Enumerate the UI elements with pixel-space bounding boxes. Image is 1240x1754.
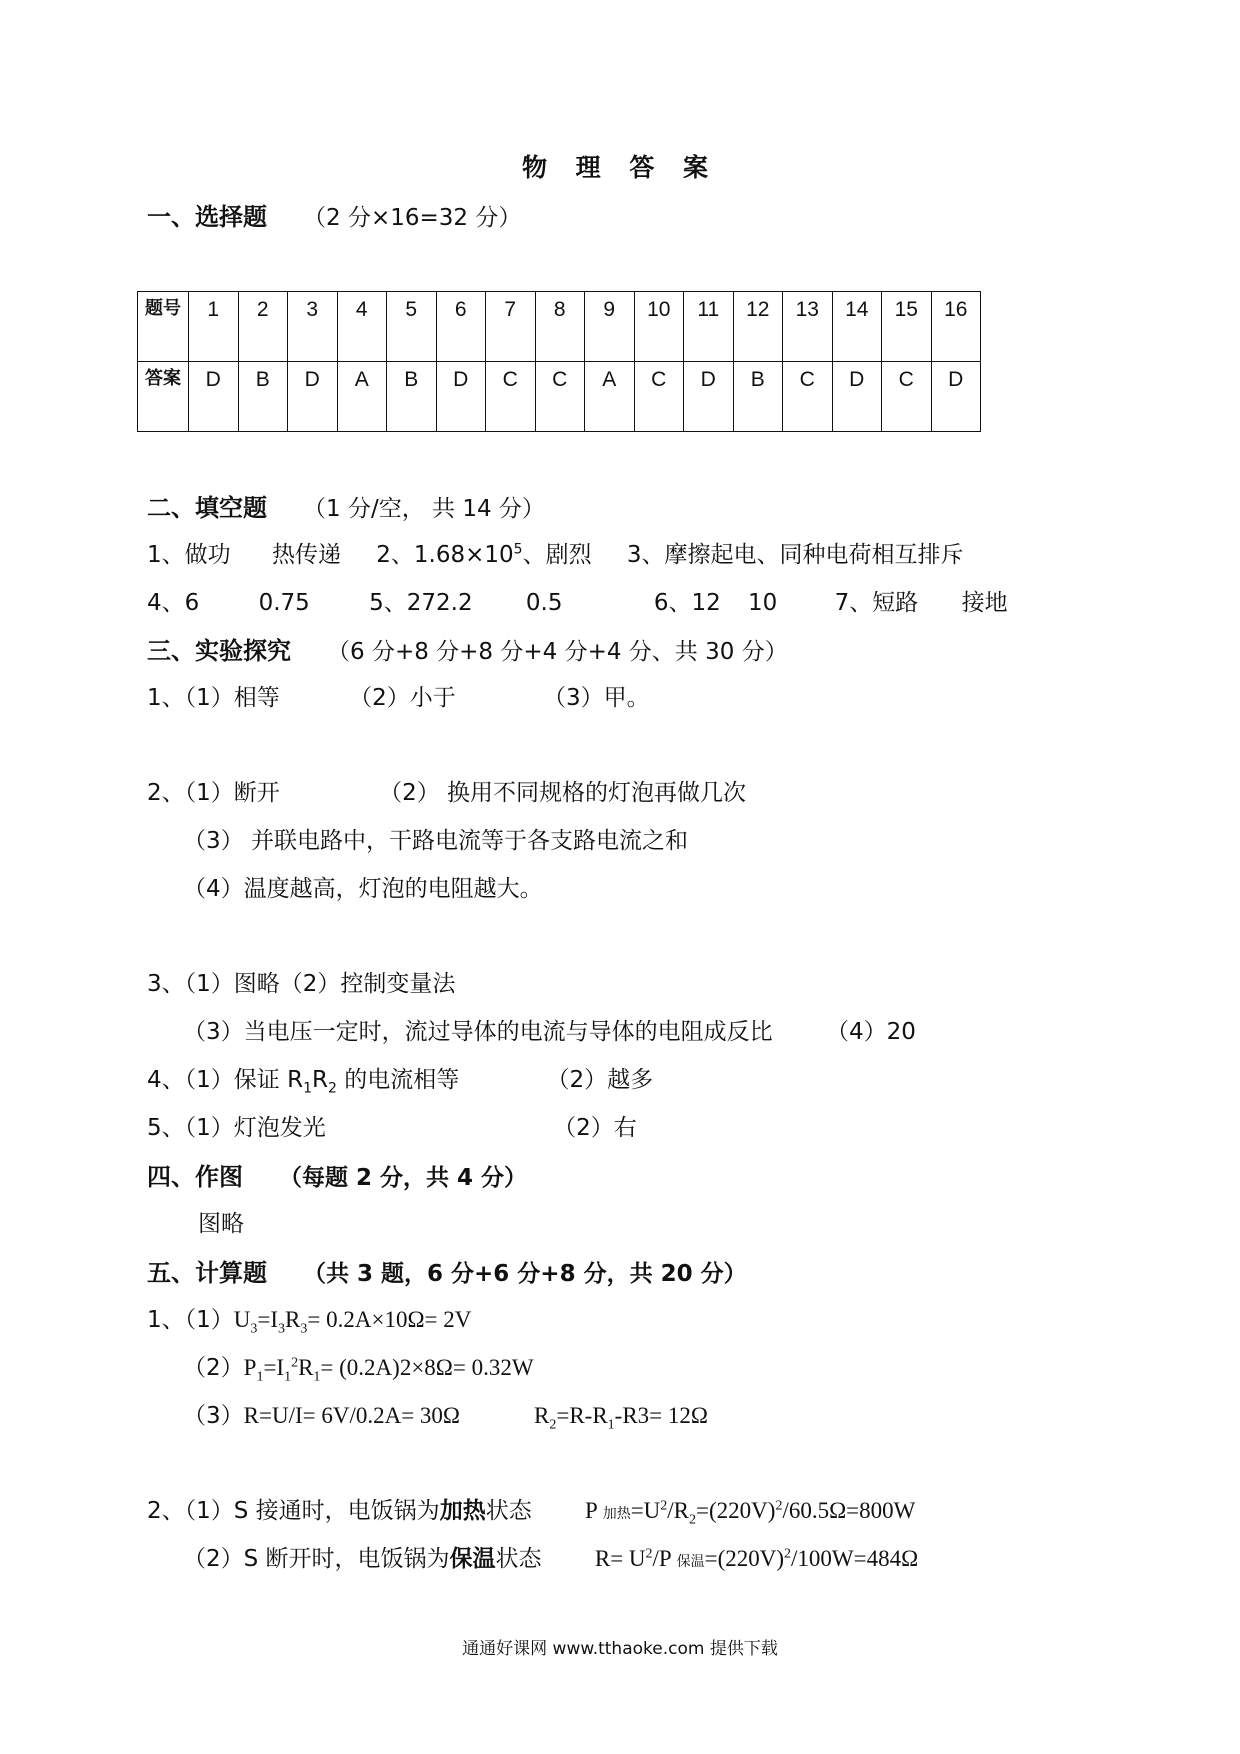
fill-7b: 接地 [961,590,1008,616]
exp-q2a: 2、（1）断开 [147,780,280,806]
table-row-answers [138,362,981,432]
formula-part: -R3= 12Ω [614,1403,708,1428]
formula-part: /P [652,1546,677,1571]
answer-cell: A [585,362,635,432]
calc-2-line2 [183,1540,918,1573]
question-number-cell: 5 [387,292,437,362]
exp-q3b: （3）当电压一定时，流过导体的电流与导体的电阻成反比 [183,1019,773,1045]
exp-q3-line2 [183,1013,916,1046]
calc-2-heating: 加热 [439,1498,486,1524]
question-number-cell: 3 [288,292,338,362]
calc-2-line1 [147,1492,915,1529]
section-4-title: 四、作图 [147,1163,243,1191]
question-number-cell: 8 [535,292,585,362]
fill-6a: 6、12 [653,590,721,616]
calc-2-formula-2 [595,1546,918,1571]
calc-1-line3 [183,1397,708,1434]
exp-q3c: （4）20 [825,1019,916,1045]
section-2-heading [147,488,545,523]
drawing-answer: 图略 [198,1211,244,1237]
section-1-title: 一、选择题 [147,203,267,231]
section-4-note: （每题 2 分，共 4 分） [279,1165,528,1191]
answer-cell: D [189,362,239,432]
calc-1-formula-1 [233,1307,472,1337]
formula-part: =(220V) [696,1498,776,1523]
exp-q4-sub1: 1 [303,1080,312,1097]
exp-q4-rest: 的电流相等 [336,1067,460,1093]
answer-cell: D [832,362,882,432]
exp-q1b: （2）小于 [349,685,456,711]
answer-cell: C [634,362,684,432]
footer-text: 通通好课网 www.tthaoke.com 提供下载 [462,1639,778,1659]
exp-q4b: （2）越多 [546,1067,654,1093]
formula-part: 加热 [602,1507,631,1522]
formula-part: =I [257,1307,279,1332]
calc-1-formula-3a: R=U/I= 6V/0.2A= 30Ω [243,1403,461,1428]
question-number-cell: 11 [684,292,734,362]
exp-q2-line3: （4）温度越高，灯泡的电阻越大。 [183,876,543,902]
formula-part: 3 [278,1321,286,1337]
question-number-cell: 2 [238,292,288,362]
answer-cell: B [238,362,288,432]
fill-line-2 [147,584,1008,617]
calc-2-state-1: 状态 [485,1498,532,1524]
formula-part: 2 [549,1417,557,1433]
calc-2-text-2: （2）S 断开时，电饭锅为 [183,1546,450,1572]
formula-part: R [285,1307,301,1332]
page-title: 物 理 答 案 [521,153,719,182]
fill-2b: 、剧烈 [522,542,592,568]
answer-cell: A [337,362,387,432]
question-number-cell: 16 [931,292,981,362]
section-4-heading [147,1157,527,1192]
question-number-cell: 13 [783,292,833,362]
formula-part: /R [667,1498,690,1523]
calc-1-prefix3: （3） [183,1403,244,1429]
formula-part: 1 [607,1417,615,1433]
formula-part: =U [630,1498,661,1523]
fill-4b: 0.75 [258,590,310,616]
formula-part: 2 [689,1512,697,1528]
section-2-note: （1 分/空， 共 14 分） [303,496,545,522]
calc-1-line1 [147,1301,471,1338]
section-5-note: （共 3 题，6 分+6 分+8 分，共 20 分） [303,1261,747,1287]
formula-part: 2 [645,1546,653,1562]
answer-cell: C [486,362,536,432]
formula-part: =I [263,1355,285,1380]
formula-part: = 0.2A×10Ω= 2V [307,1307,472,1332]
formula-part: 1 [313,1369,321,1385]
fill-5a: 5、272.2 [369,590,473,616]
answer-cell: C [783,362,833,432]
fill-2-sup: 5 [513,541,523,558]
question-number-cell: 14 [832,292,882,362]
question-number-cell: 9 [585,292,635,362]
answer-cell: C [535,362,585,432]
formula-part: 2 [660,1498,668,1514]
exp-q1c: （3）甲。 [543,685,650,711]
calc-1-prefix2: （2） [183,1355,244,1381]
exp-q3-line1: 3、（1）图略（2）控制变量法 [147,971,456,997]
formula-part: P [243,1355,257,1380]
formula-part: /100W=484Ω [791,1546,919,1571]
section-1-heading [147,197,521,232]
answer-cell: B [387,362,437,432]
section-5-heading [147,1253,747,1288]
exp-q4-r: R [311,1067,328,1093]
calc-1-prefix: 1、（1） [147,1307,234,1333]
answer-table [137,291,981,432]
calc-2-keepwarm: 保温 [449,1546,496,1572]
exp-q1a: 1、（1）相等 [147,685,280,711]
formula-part: 3 [250,1321,258,1337]
calc-1-formula-3b [534,1403,708,1433]
formula-part: 1 [256,1369,264,1385]
formula-part: /60.5Ω=800W [782,1498,916,1523]
formula-part: 1 [284,1369,292,1385]
section-2-title: 二、填空题 [147,494,267,522]
section-3-note: （6 分+8 分+8 分+4 分+4 分、共 30 分） [327,639,788,665]
question-number-cell: 7 [486,292,536,362]
exp-q5b: （2）右 [553,1115,637,1141]
answer-cell: C [882,362,932,432]
calc-2-text-1: 2、（1）S 接通时，电饭锅为 [147,1498,440,1524]
calc-2-formula-1 [585,1498,916,1528]
question-number-cell: 15 [882,292,932,362]
calc-1-line2 [183,1349,534,1386]
formula-part: R= U [594,1546,646,1571]
answer-cell: D [684,362,734,432]
exp-q5 [147,1109,637,1142]
formula-part: = (0.2A)2×8Ω= 0.32W [320,1355,534,1380]
calc-1-formula-2 [243,1355,534,1385]
formula-part: 2 [775,1498,783,1514]
formula-part: R [534,1403,550,1428]
fill-1b: 热传递 [271,542,341,568]
formula-part: 2 [784,1546,792,1562]
fill-1a: 1、做功 [147,542,231,568]
exp-q1 [147,679,650,712]
section-3-title: 三、实验探究 [147,637,291,665]
exp-q4a: 4、（1）保证 R [147,1067,304,1093]
calc-2-state-2: 状态 [495,1546,542,1572]
question-number-cell: 12 [733,292,783,362]
fill-3: 3、摩擦起电、同种电荷相互排斥 [626,542,964,568]
fill-5b: 0.5 [525,590,563,616]
answer-cell: D [436,362,486,432]
question-number-cell: 10 [634,292,684,362]
question-number-cell: 1 [189,292,239,362]
formula-part: R [298,1355,314,1380]
answer-cell: D [931,362,981,432]
fill-4a: 4、6 [147,590,200,616]
section-1-note: （2 分×16=32 分） [303,205,522,231]
answer-cell: B [733,362,783,432]
section-3-heading [147,631,788,666]
exp-q2-line1 [147,774,746,807]
fill-2a: 2、1.68×10 [376,542,514,568]
formula-part: U [233,1307,251,1332]
exp-q2-line2: （3） 并联电路中，干路电流等于各支路电流之和 [183,828,688,854]
formula-part: 保温 [676,1555,705,1570]
question-number-cell: 4 [337,292,387,362]
table-row-numbers [138,292,981,362]
exp-q4-sub2: 2 [327,1080,337,1097]
row-label-answer: 答案 [138,362,189,432]
fill-line-1 [147,536,964,569]
exp-q4 [147,1061,653,1097]
answer-cell: D [288,362,338,432]
exp-q2b: （2） 换用不同规格的灯泡再做几次 [379,780,747,806]
section-5-title: 五、计算题 [147,1259,267,1287]
formula-part: =(220V) [704,1546,785,1571]
fill-7a: 7、短路 [834,590,919,616]
question-number-cell: 6 [436,292,486,362]
fill-6b: 10 [748,590,778,616]
formula-part: =R-R [556,1403,608,1428]
formula-part: 3 [300,1321,308,1337]
formula-part: P [585,1498,603,1523]
exp-q5a: 5、（1）灯泡发光 [147,1115,326,1141]
row-label-number: 题号 [138,292,189,362]
formula-part: 2 [291,1355,299,1371]
